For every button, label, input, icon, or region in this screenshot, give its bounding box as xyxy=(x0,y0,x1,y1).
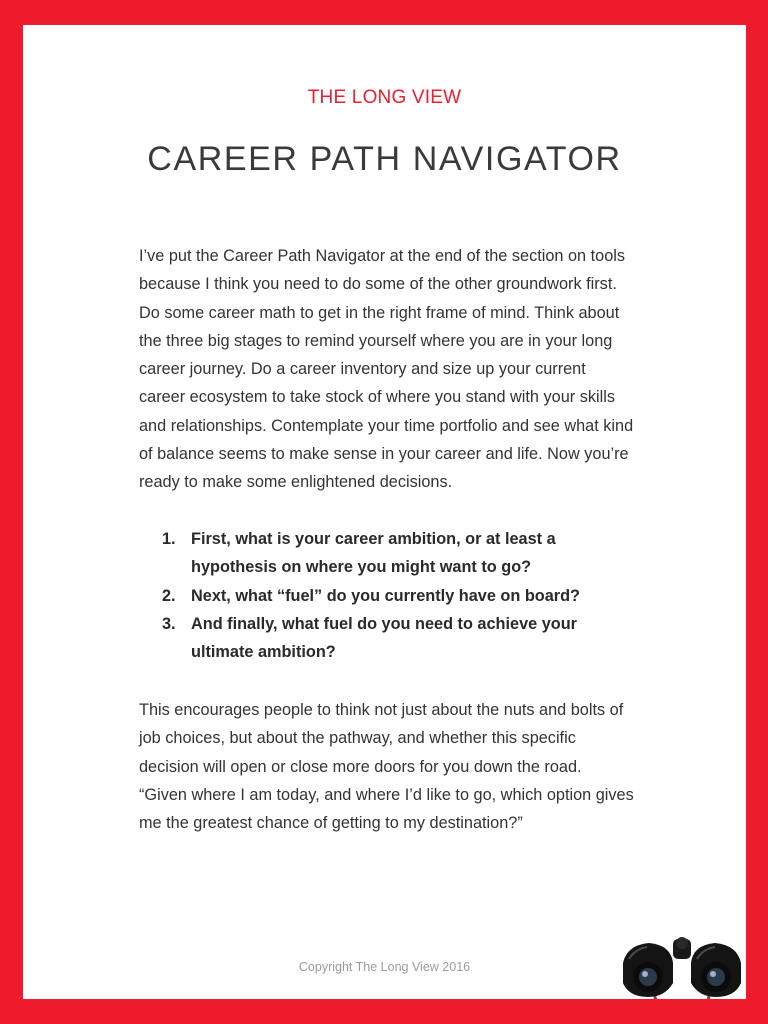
list-item-number: 1. xyxy=(162,530,176,548)
list-item-number: 3. xyxy=(162,614,176,633)
list-item-text: And finally, what fuel do you need to achieve your ultimate ambition? xyxy=(191,614,577,662)
list-item-text: First, what is your career ambition, or at least a hypothesis on where you might want to go? xyxy=(191,530,556,577)
section-kicker: THE LONG VIEW xyxy=(307,87,462,108)
closing-paragraph: This encourages people to think not just about the nuts and bolts of job choices, but about the pathway, and whether this specific decision will open or close more doors for you down the road. “Given where I am today, and where I’d like to go, which option gives me the greatest chance of getting to my destination?” xyxy=(139,701,634,833)
binoculars-icon xyxy=(615,933,746,999)
copyright-footer: Copyright The Long View 2016 xyxy=(298,960,471,974)
page-title: CAREER PATH NAVIGATOR xyxy=(147,140,622,178)
list-item xyxy=(162,610,634,667)
list-item-text: Next, what “fuel” do you currently have on board? xyxy=(191,586,580,605)
list-item xyxy=(162,582,634,610)
document-page xyxy=(23,25,746,999)
list-item-number: 2. xyxy=(162,586,176,605)
list-item xyxy=(162,525,634,582)
question-list xyxy=(162,525,634,666)
intro-paragraph: I’ve put the Career Path Navigator at the end of the section on tools because I think you need to do some of the other groundwork first. Do some career math to get in the right frame of mind. Think about the three big stages to remind yourself where you are in your long career journey. Do a career inventory and size up your current career ecosystem to take stock of where you stand with your skills and relationships. Contemplate your time portfolio and see what kind of balance seems to make sense in your career and life. Now you’re ready to make some enlightened decisions. xyxy=(139,247,634,492)
